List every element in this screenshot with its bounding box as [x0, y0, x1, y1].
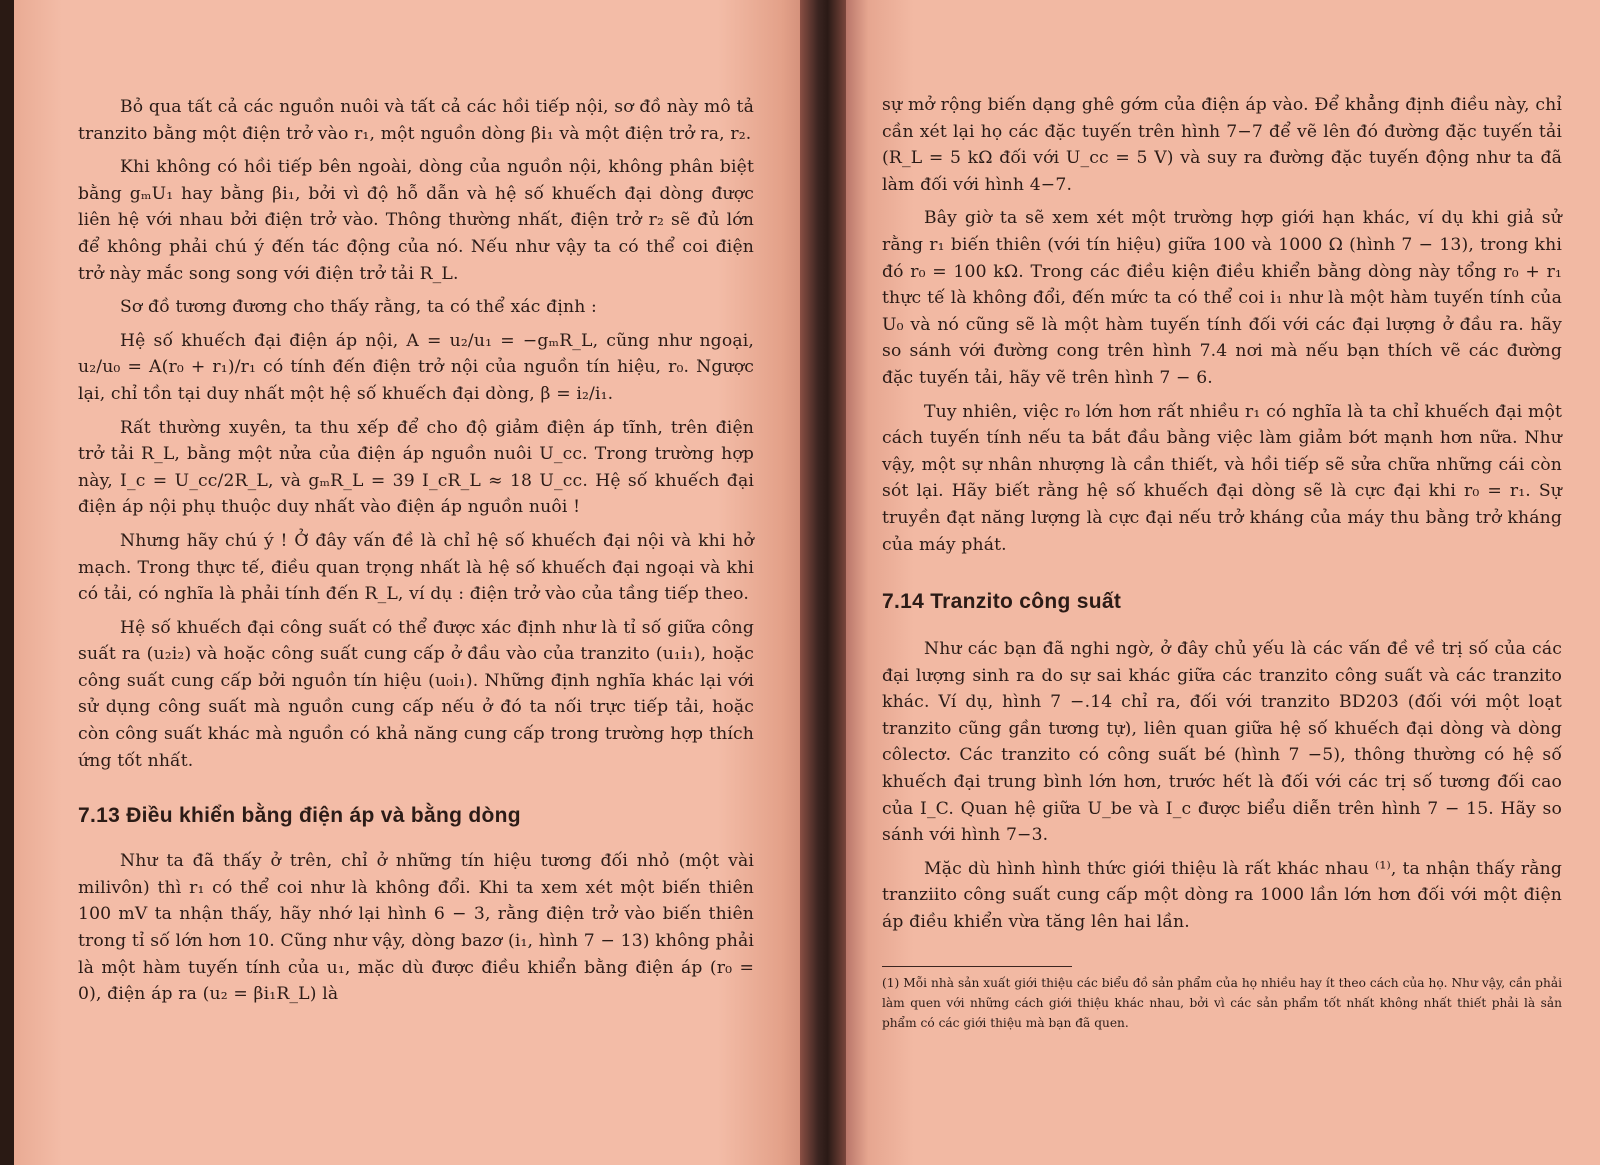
footnote: (1) Mỗi nhà sản xuất giới thiệu các biểu đồ sản phẩm của họ nhiều hay ít theo cách của họ. Như vậy, cần phải làm quen với những cách giới thiệu khác nhau, bởi vì các sản phẩm tốt nhất không nhất thiết phải là sản phẩm có các giới thiệu mà bạn đã quen.	[882, 975, 1562, 1030]
left-page-text	[78, 94, 754, 1015]
paragraph: Bây giờ ta sẽ xem xét một trường hợp giới hạn khác, ví dụ khi giả sử rằng r₁ biến thiên (với tín hiệu) giữa 100 và 1000 Ω (hình 7 − 13), trong khi đó r₀ = 100 kΩ. Trong các điều kiện điều khiển bằng dòng này tổng r₀ + r₁ thực tế là không đổi, đến mức ta có thể coi i₁ như là một hàm tuyến tính của U₀ và nó cũng sẽ là một hàm tuyến tính đối với các đại lượng ở đầu ra. hãy so sánh với đường cong trên hình 7.4 nơi mà nếu bạn thích vẽ các đường đặc tuyến tải, hãy vẽ trên hình 7 − 6.	[882, 208, 1562, 388]
paragraph: sự mở rộng biến dạng ghê gớm của điện áp vào. Để khẳng định điều này, chỉ cần xét lại họ các đặc tuyến trên hình 7−7 để vẽ lên đó đường đặc tuyến tải (R_L = 5 kΩ đối với U_cc = 5 V) và suy ra đường đặc tuyến động như ta đã làm đối với hình 4−7.	[882, 95, 1562, 195]
paragraph: Hệ số khuếch đại điện áp nội, A = u₂/u₁ = −gₘR_L, cũng như ngoại, u₂/u₀ = A(r₀ + r₁)/r₁ có tính đến điện trở nội của nguồn tín hiệu, r₀. Ngược lại, chỉ tồn tại duy nhất một hệ số khuếch đại dòng, β = i₂/i₁.	[78, 330, 754, 404]
right-page-text	[882, 92, 1562, 1033]
paragraph: Như các bạn đã nghi ngờ, ở đây chủ yếu là các vấn đề về trị số của các đại lượng sinh ra do sự sai khác giữa các tranzito công suất và các tranzito khác. Ví dụ, hình 7 −.14 chỉ ra, đối với tranzito BD203 (đối với một loạt tranzito cũng gần tương tự), liên quan giữa hệ số khuếch đại dòng và dòng côlectơ. Các tranzito có công suất bé (hình 7 −5), thông thường có hệ số khuếch đại trung bình lớn hơn, trước hết là đối với các trị số tương đối cao của I_C. Quan hệ giữa U_be và I_c được biểu diễn trên hình 7 − 15. Hãy so sánh với hình 7−3.	[882, 639, 1562, 846]
paragraph: Sơ đồ tương đương cho thấy rằng, ta có thể xác định :	[120, 297, 597, 318]
book-gutter	[800, 0, 846, 1165]
paragraph: Như ta đã thấy ở trên, chỉ ở những tín hiệu tương đối nhỏ (một vài milivôn) thì r₁ có thể coi như là không đổi. Khi ta xem xét một biến thiên 100 mV ta nhận thấy, hãy nhớ lại hình 6 − 3, rằng điện trở vào biến thiên trong tỉ số lớn hơn 10. Cũng như vậy, dòng bazơ (i₁, hình 7 − 13) không phải là một hàm tuyến tính của u₁, mặc dù được điều khiển bằng điện áp (r₀ = 0), điện áp ra (u₂ = βi₁R_L) là	[78, 851, 754, 1005]
paragraph: Tuy nhiên, việc r₀ lớn hơn rất nhiều r₁ có nghĩa là ta chỉ khuếch đại một cách tuyến tính nếu ta bắt đầu bằng việc làm giảm bớt mạnh hơn nữa. Như vậy, một sự nhân nhượng là cần thiết, và hồi tiếp sẽ sửa chữa những cái còn sót lại. Hãy biết rằng hệ số khuếch đại dòng sẽ là cực đại khi r₀ = r₁. Sự truyền đạt năng lượng là cực đại nếu trở kháng của máy thu bằng trở kháng của máy phát.	[882, 401, 1562, 555]
paragraph: Rất thường xuyên, ta thu xếp để cho độ giảm điện áp tĩnh, trên điện trở tải R_L, bằng một nửa của điện áp nguồn nuôi U_cc. Trong trường hợp này, I_c = U_cc/2R_L, và gₘR_L = 39 I_cR_L ≈ 18 U_cc. Hệ số khuếch đại điện áp nội phụ thuộc duy nhất vào điện áp nguồn nuôi !	[78, 417, 754, 518]
paragraph: Mặc dù hình hình thức giới thiệu là rất khác nhau ⁽¹⁾, ta nhận thấy rằng tranziito công suất cung cấp một dòng ra 1000 lần lớn hơn đối với một điện áp điều khiển vừa tăng lên hai lần.	[882, 858, 1562, 933]
footnote-divider	[882, 966, 1072, 967]
left-page	[14, 0, 814, 1165]
section-heading: 7.14 Tranzito công suất	[882, 590, 1122, 614]
paragraph: Nhưng hãy chú ý ! Ở đây vấn đề là chỉ hệ số khuếch đại nội và khi hở mạch. Trong thực tế, điều quan trọng nhất là hệ số khuếch đại ngoại và khi có tải, có nghĩa là phải tính đến R_L, ví dụ : điện trở vào của tầng tiếp theo.	[78, 530, 754, 605]
right-page	[846, 0, 1600, 1165]
paragraph: Bỏ qua tất cả các nguồn nuôi và tất cả các hồi tiếp nội, sơ đồ này mô tả tranzito bằng một điện trở vào r₁, một nguồn dòng βi₁ và một điện trở ra, r₂.	[78, 97, 754, 144]
section-heading: 7.13 Điều khiển bằng điện áp và bằng dòng	[78, 804, 521, 828]
paragraph: Hệ số khuếch đại công suất có thể được xác định như là tỉ số giữa công suất ra (u₂i₂) và hoặc công suất cung cấp ở đầu vào của tranzito (u₁i₁), hoặc công suất cung cấp bởi nguồn tín hiệu (u₀i₁). Những định nghĩa khác lại với sử dụng công suất mà nguồn cung cấp nếu ở đó ta nối trực tiếp tải, hoặc còn công suất khác mà nguồn có khả năng cung cấp trong trường hợp thích ứng tốt nhất.	[78, 617, 754, 771]
paragraph: Khi không có hồi tiếp bên ngoài, dòng của nguồn nội, không phân biệt bằng gₘU₁ hay bằng βi₁, bởi vì độ hỗ dẫn và hệ số khuếch đại dòng được liên hệ với nhau bởi điện trở vào. Thông thường nhất, điện trở r₂ sẽ đủ lớn để không phải chú ý đến tác động của nó. Nếu như vậy ta có thể coi điện trở này mắc song song với điện trở tải R_L.	[78, 157, 754, 284]
